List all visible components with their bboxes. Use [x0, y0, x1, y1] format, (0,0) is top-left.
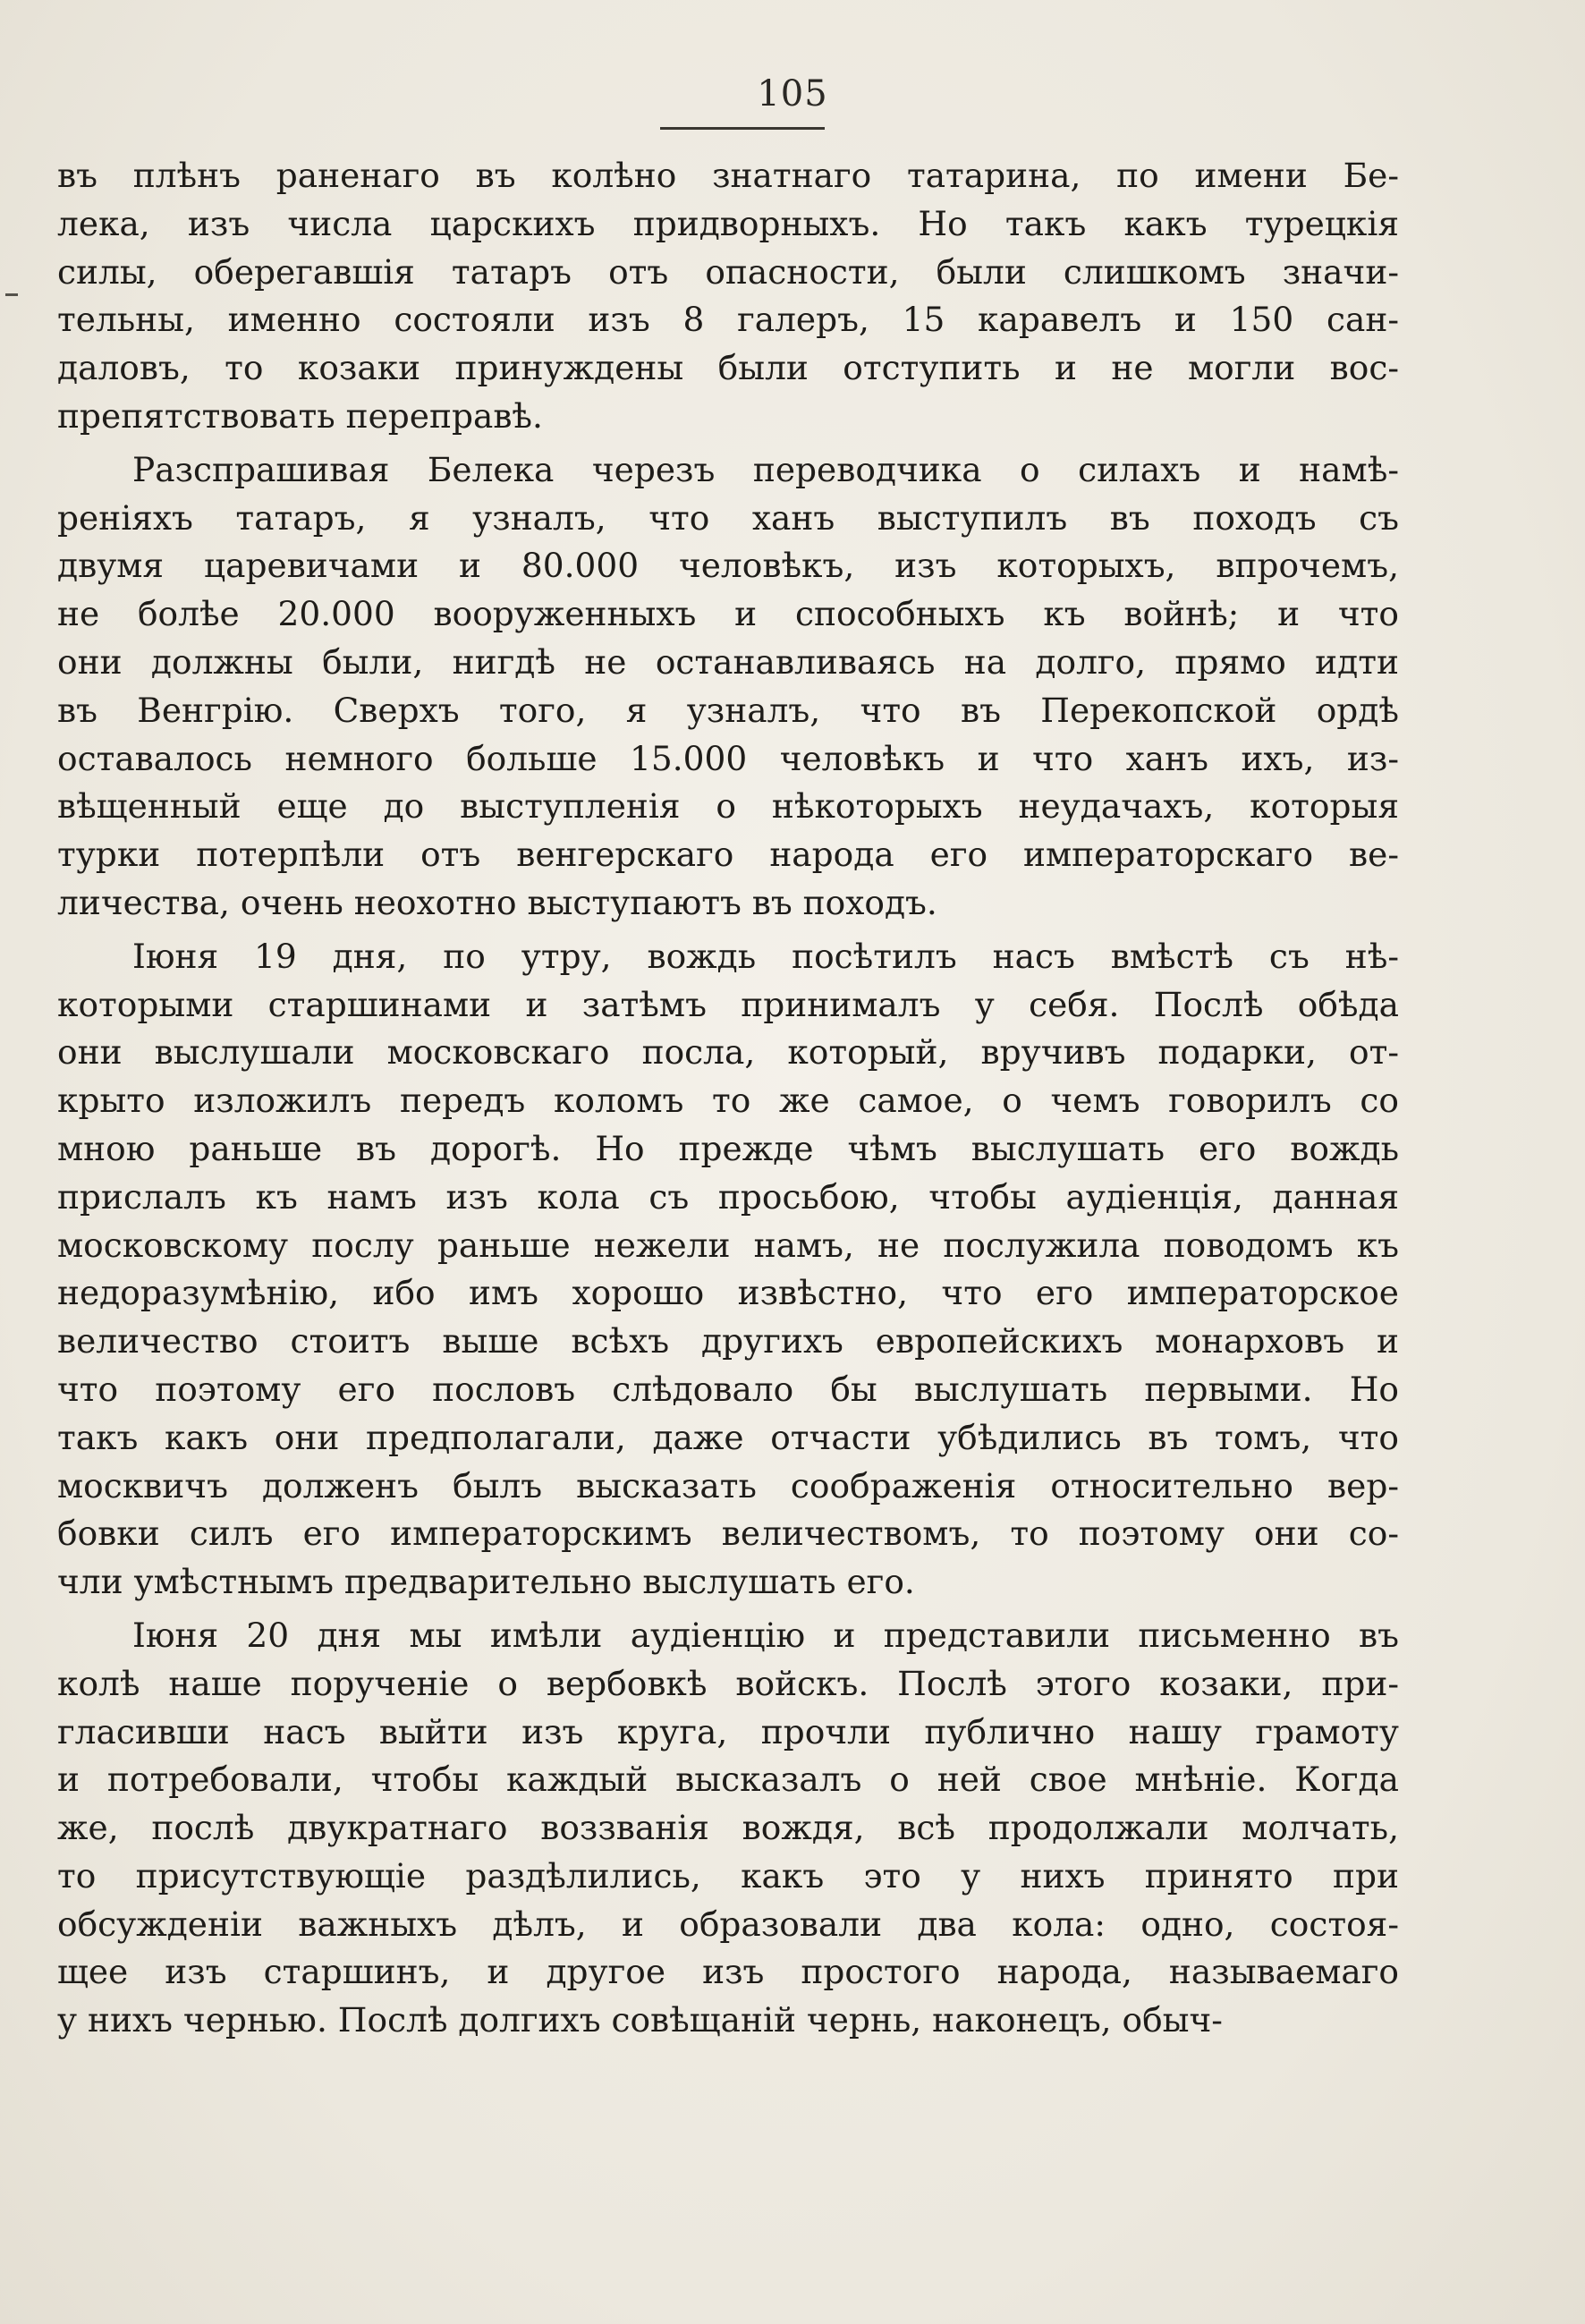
text-line: лека, изъ числа царскихъ придворныхъ. Но такъ какъ турецкія: [57, 203, 1399, 243]
text-line: гласивши насъ выйти изъ круга, прочли публично нашу грамоту: [57, 1711, 1399, 1751]
text-line: оставалось немного больше 15.000 человѣкъ и что ханъ ихъ, из-: [57, 738, 1399, 778]
page-number: 105: [757, 73, 828, 115]
body-text: [57, 152, 1399, 2045]
margin-mark: [5, 293, 18, 296]
text-line: даловъ, то козаки принуждены были отступить и не могли вос-: [57, 348, 1399, 388]
text-line: у нихъ чернью. Послѣ долгихъ совѣщаній чернь, наконецъ, обыч-: [57, 2000, 1223, 2040]
text-line: не болѣе 20.000 вооруженныхъ и способныхъ къ войнѣ; и что: [57, 594, 1399, 634]
text-line: щее изъ старшинъ, и другое изъ простого народа, называемаго: [57, 1952, 1399, 1992]
text-line: недоразумѣнію, ибо имъ хорошо извѣстно, что его императорское: [57, 1273, 1399, 1313]
text-line: турки потерпѣли отъ венгерскаго народа его императорскаго ве-: [57, 835, 1399, 875]
text-line: бовки силъ его императорскимъ величествомъ, то поэтому они со-: [57, 1514, 1399, 1554]
text-line: москвичъ долженъ былъ высказать соображенія относительно вер-: [57, 1465, 1399, 1506]
text-line: Разспрашивая Белека черезъ переводчика о силахъ и намѣ-: [132, 449, 1399, 489]
paragraph: [57, 446, 1399, 928]
text-line: Іюня 20 дня мы имѣли аудіенцію и представили письменно въ: [132, 1615, 1399, 1655]
text-line: величество стоитъ выше всѣхъ другихъ европейскихъ монарховъ и: [57, 1321, 1399, 1361]
paragraph: [57, 152, 1399, 441]
text-line: Іюня 19 дня, по утру, вождь посѣтилъ насъ вмѣстѣ съ нѣ-: [132, 936, 1399, 976]
text-line: же, послѣ двукратнаго воззванія вождя, всѣ продолжали молчать,: [57, 1808, 1399, 1848]
text-line: двумя царевичами и 80.000 человѣкъ, изъ которыхъ, впрочемъ,: [57, 546, 1399, 586]
text-line: силы, оберегавшія татаръ отъ опасности, были слишкомъ значи-: [57, 251, 1399, 292]
text-line: то присутствующіе раздѣлились, какъ это у нихъ принято при: [57, 1855, 1399, 1896]
text-line: въ плѣнъ раненаго въ колѣно знатнаго татарина, по имени Бе-: [57, 156, 1399, 195]
text-line: въ Венгрію. Сверхъ того, я узналъ, что въ Перекопской ордѣ: [57, 690, 1399, 730]
text-line: реніяхъ татаръ, я узналъ, что ханъ выступилъ въ походъ съ: [57, 497, 1399, 538]
text-line: они должны были, нигдѣ не останавливаясь на долго, прямо идти: [57, 641, 1399, 682]
text-line: личества, очень неохотно выступаютъ въ походъ.: [57, 882, 937, 922]
paragraph: [57, 1612, 1399, 2045]
text-line: крыто изложилъ передъ коломъ то же самое, о чемъ говорилъ со: [57, 1081, 1399, 1121]
page-number-rule: [660, 127, 825, 130]
text-line: прислалъ къ намъ изъ кола съ просьбою, чтобы аудіенція, данная: [57, 1176, 1399, 1217]
text-line: что поэтому его пословъ слѣдовало бы выслушать первыми. Но: [57, 1369, 1399, 1409]
text-line: мною раньше въ дорогѣ. Но прежде чѣмъ выслушать его вождь: [57, 1128, 1399, 1168]
text-line: колѣ наше порученіе о вербовкѣ войскъ. Послѣ этого козаки, при-: [57, 1663, 1399, 1703]
text-line: тельны, именно состояли изъ 8 галеръ, 15 каравелъ и 150 сан-: [57, 300, 1399, 340]
text-line: такъ какъ они предполагали, даже отчасти убѣдились въ томъ, что: [57, 1417, 1399, 1457]
text-line: они выслушали московскаго посла, который, вручивъ подарки, от-: [57, 1032, 1399, 1073]
text-line: и потребовали, чтобы каждый высказалъ о ней свое мнѣніе. Когда: [57, 1760, 1399, 1800]
text-line: московскому послу раньше нежели намъ, не послужила поводомъ къ: [57, 1225, 1399, 1265]
text-line: которыми старшинами и затѣмъ принималъ у себя. Послѣ обѣда: [57, 984, 1399, 1024]
text-line: обсужденіи важныхъ дѣлъ, и образовали два кола: одно, состоя-: [57, 1904, 1399, 1944]
text-line: вѣщенный еще до выступленія о нѣкоторыхъ неудачахъ, которыя: [57, 786, 1399, 827]
text-line: чли умѣстнымъ предварительно выслушать его.: [57, 1562, 915, 1602]
paragraph: [57, 933, 1399, 1607]
text-line: препятствовать переправѣ.: [57, 395, 543, 436]
